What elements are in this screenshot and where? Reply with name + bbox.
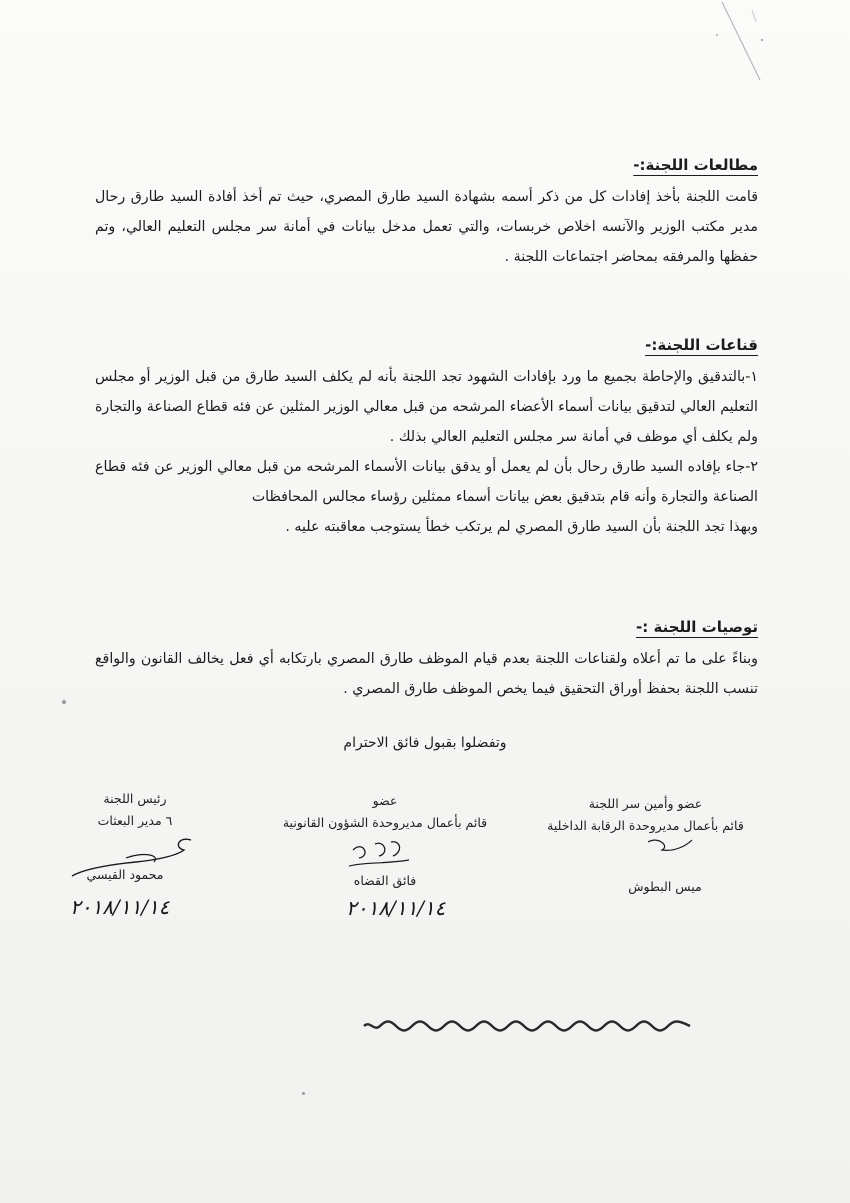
chair-position: مدير البعثات [97,813,162,828]
member-position: قائم بأعمال مديروحدة الشؤون القانونية [282,815,488,830]
secretary-name: ميس البطوش [628,879,702,894]
closing-line: وتفضلوا بقبول فائق الاحترام [343,735,507,751]
member-signature-scribble [345,836,415,874]
member-signature-block [255,790,515,834]
chair-date: ٢٠١٨/١١/١٤ [70,895,170,919]
conviction-point-2: ٢-جاء بإفاده السيد طارق رحال بأن لم يعمل أو يدقق بيانات الأسماء المرشحه من قبل معالي الوزير عن فئه قطاع الصناعة والتجارة وأنه قام بتدقيق بعض بيانات أسماء ممثلين رؤساء مجالس المحافظات [95,459,758,505]
member-role: عضو [372,793,398,808]
chair-signature-block [60,788,210,832]
chair-number: ٦ [165,813,173,828]
scan-speck [302,1092,305,1095]
chair-name: محمود القيسي [86,867,164,882]
secretary-position: قائم بأعمال مديروحدة الرقابة الداخلية [547,818,744,833]
secretary-signature-block [528,793,763,837]
convictions-section [95,330,758,542]
secretary-signature-scribble [640,832,700,862]
scan-speck [62,700,66,704]
observations-text: قامت اللجنة بأخذ إفادات كل من ذكر أسمه بشهادة السيد طارق المصري، حيث تم أخذ أفادة السيد طارق رحال مدير مكتب الوزير والآنسه اخلاص خربسات، والتي تعمل مدخل بيانات في أمانة سر مجلس التعليم العالي، وتم حفظها والمرفقه بمحاضر اجتماعات اللجنة . [95,189,758,265]
chair-position-line [60,810,210,832]
chair-role: رئيس اللجنة [103,791,167,806]
recommendations-section [95,612,758,704]
secretary-role: عضو وأمين سر اللجنة [588,796,703,811]
recommendations-text: وبناءً على ما تم أعلاه ولقناعات اللجنة بعدم قيام الموظف طارق المصري بارتكابه أي فعل يخالف القانون والواقع تنسب اللجنة بحفظ أوراق التحقيق فيما يخص الموظف طارق المصري . [95,651,758,697]
recommendations-heading: توصيات اللجنة :- [636,618,758,636]
conviction-point-1: ١-بالتدقيق والإحاطة بجميع ما ورد بإفادات الشهود تجد اللجنة بأنه لم يكلف السيد طارق من قبل الوزير أو مجلس التعليم العالي لتدقيق بيانات أسماء الأعضاء المرشحه من قبل معالي الوزير المثلين عن فئه قطاع الصناعة والتجارة ولم يكلف أي موظف في أمانة سر مجلس التعليم العالي بذلك . [95,369,758,445]
scan-artifact [712,0,772,90]
conviction-conclusion: وبهذا تجد اللجنة بأن السيد طارق المصري لم يرتكب خطأ يستوجب معاقبته عليه . [285,519,758,535]
document-seal-strip [362,1018,692,1034]
convictions-heading: قناعات اللجنة:- [645,336,758,354]
member-name: فائق القضاه [353,873,417,888]
observations-section [95,150,758,272]
observations-heading: مطالعات اللجنة:- [633,156,758,174]
member-date: ٢٠١٨/١١/١٤ [346,896,446,920]
